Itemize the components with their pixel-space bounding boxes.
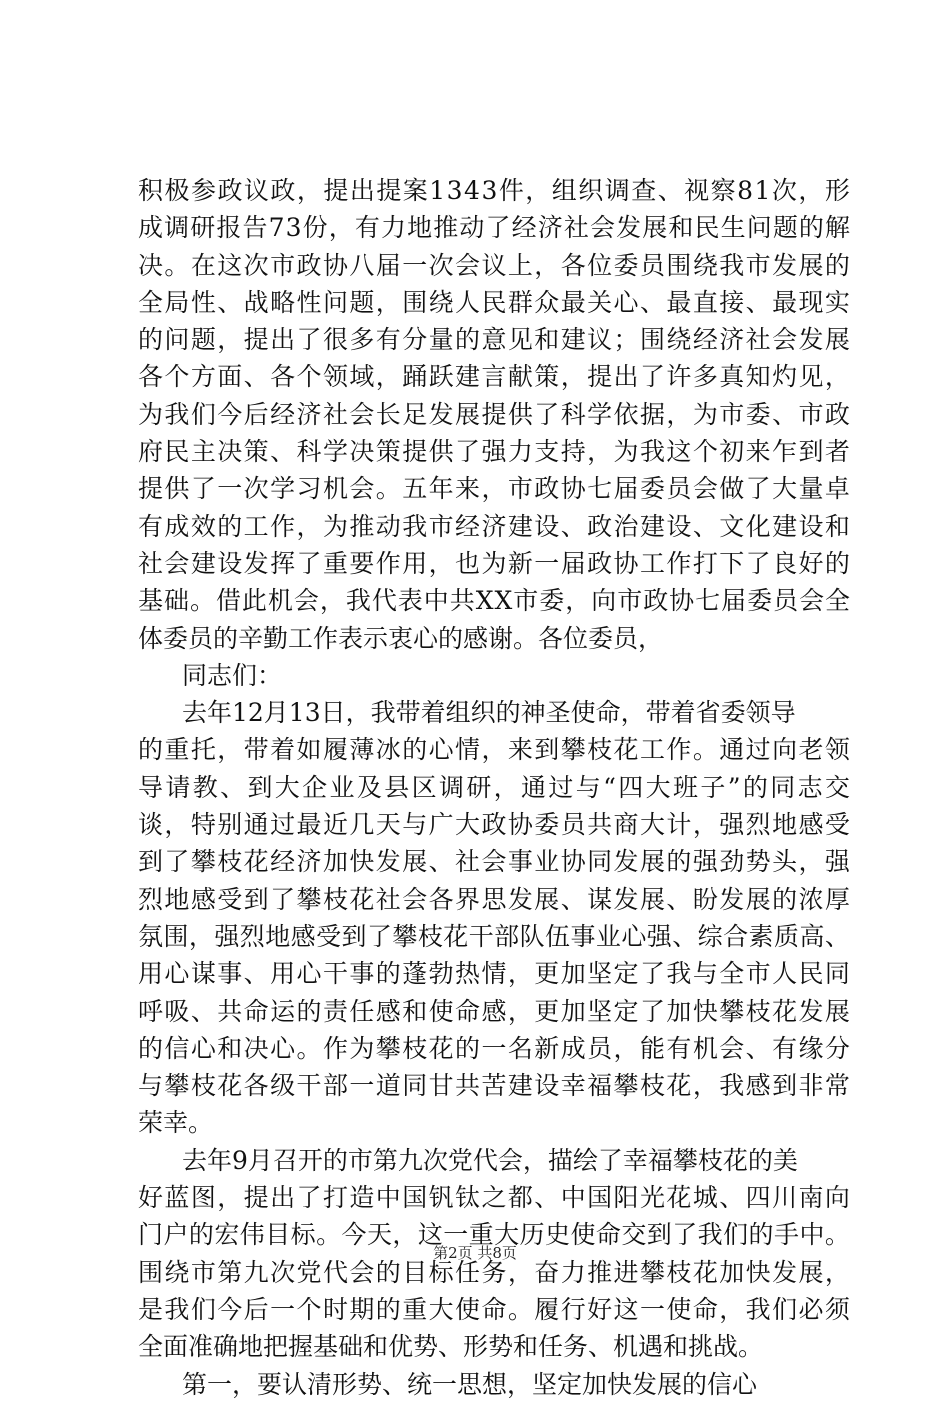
text-line: 的问题，提出了很多有分量的意见和建议；围绕经济社会发展: [138, 325, 852, 355]
text-line: 基础。借此机会，我代表中共XX市委，向市政协七届委员会全: [138, 586, 852, 616]
text-line: 门户的宏伟目标。今天，这一重大历史使命交到了我们的手中。: [138, 1220, 851, 1250]
text-line: 体委员的辛勤工作表示衷心的感谢。各位委员，: [138, 623, 664, 653]
text-line: 烈地感受到了攀枝花社会各界思发展、谋发展、盼发展的浓厚: [138, 884, 852, 914]
paragraph-start-line: 去年9月召开的市第九次党代会，描绘了幸福攀枝花的美: [182, 1145, 798, 1175]
text-line: 的重托，带着如履薄冰的心情，来到攀枝花工作。通过向老领: [138, 735, 852, 765]
document-body: [138, 172, 853, 1403]
paragraph-start-line: 去年12月13日，我带着组织的神圣使命，带着省委领导: [182, 698, 796, 728]
text-line: 有成效的工作，为推动我市经济建设、政治建设、文化建设和: [138, 511, 852, 541]
salutation-line: 同志们：: [182, 660, 283, 690]
text-line: 全面准确地把握基础和优势、形势和任务、机遇和挑战。: [138, 1332, 764, 1362]
text-line: 社会建设发挥了重要作用，也为新一届政协工作打下了良好的: [138, 548, 852, 578]
text-line: 府民主决策、科学决策提供了强力支持，为我这个初来乍到者: [138, 437, 852, 467]
text-line: 谈，特别通过最近几天与广大政协委员共商大计，强烈地感受: [138, 810, 852, 840]
text-line: 到了攀枝花经济加快发展、社会事业协同发展的强劲势头，强: [138, 847, 852, 877]
text-line: 积极参政议政，提出提案1343件，组织调查、视察81次，形: [138, 176, 852, 205]
text-line: 是我们今后一个时期的重大使命。履行好这一使命，我们必须: [138, 1294, 852, 1324]
text-line: 成调研报告73份，有力地推动了经济社会发展和民生问题的解: [138, 213, 852, 243]
text-line: 全局性、战略性问题，围绕人民群众最关心、最直接、最现实: [138, 287, 852, 317]
text-line: 为我们今后经济社会长足发展提供了科学依据，为市委、市政: [138, 399, 852, 429]
text-line: 好蓝图，提出了打造中国钒钛之都、中国阳光花城、四川南向: [138, 1183, 852, 1213]
section-heading-line: 第一，要认清形势、统一思想，坚定加快发展的信心: [182, 1369, 758, 1399]
text-line: 用心谋事、用心干事的蓬勃热情，更加坚定了我与全市人民同: [138, 959, 852, 989]
text-line: 与攀枝花各级干部一道同甘共苦建设幸福攀枝花，我感到非常: [138, 1071, 852, 1101]
text-line: 氛围，强烈地感受到了攀枝花干部队伍事业心强、综合素质高、: [138, 921, 851, 951]
text-line: 各个方面、各个领域，踊跃建言献策，提出了许多真知灼见，: [138, 362, 852, 392]
text-line: 提供了一次学习机会。五年来，市政协七届委员会做了大量卓: [138, 474, 852, 504]
text-line: 围绕市第九次党代会的目标任务，奋力推进攀枝花加快发展，: [138, 1257, 852, 1287]
text-line: 呼吸、共命运的责任感和使命感，更加坚定了加快攀枝花发展: [138, 996, 852, 1026]
text-line: 导请教、到大企业及县区调研，通过与“四大班子”的同志交: [138, 772, 853, 802]
text-line: 荣幸。: [138, 1108, 214, 1138]
text-line: 的信心和决心。作为攀枝花的一名新成员，能有机会、有缘分: [138, 1033, 852, 1063]
page-number-footer: 第2页 共8页: [433, 1244, 517, 1262]
text-line: 决。在这次市政协八届一次会议上，各位委员围绕我市发展的: [138, 250, 852, 280]
